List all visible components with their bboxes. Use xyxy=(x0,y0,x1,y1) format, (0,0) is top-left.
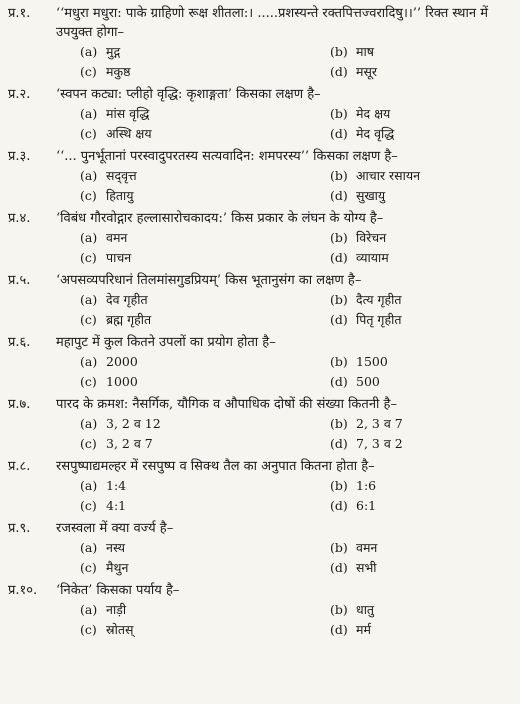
option-letter: (b) xyxy=(330,478,348,493)
question-header xyxy=(6,333,514,352)
question-text: ‘स्वपन कट्या: प्लीहो वृद्धि: कृशाङ्गता’ किसका लक्षण है– xyxy=(56,87,321,102)
option-text: नाड़ी xyxy=(106,602,127,617)
option-text: मैथुन xyxy=(106,560,129,575)
option-text: देव गृहीत xyxy=(106,292,148,307)
option-letter: (c) xyxy=(80,374,97,389)
options-grid xyxy=(6,600,514,640)
answer-option xyxy=(330,600,520,620)
answer-option xyxy=(80,248,330,268)
answer-option xyxy=(80,414,330,434)
option-text: 2, 3 व 7 xyxy=(356,416,403,431)
option-text: 1:4 xyxy=(106,478,127,493)
option-letter: (b) xyxy=(330,106,348,121)
option-letter: (b) xyxy=(330,292,348,307)
option-text: सभी xyxy=(356,560,377,575)
option-letter: (b) xyxy=(330,540,348,555)
answer-option xyxy=(330,186,520,206)
option-text: 7, 3 व 2 xyxy=(356,436,403,451)
options-grid xyxy=(6,290,514,330)
answer-option xyxy=(330,166,520,186)
option-text: वमन xyxy=(356,540,378,555)
answer-option xyxy=(330,496,520,516)
question-block xyxy=(6,457,514,516)
question-number: प्र.३. xyxy=(8,149,31,164)
answer-option xyxy=(80,600,330,620)
option-letter: (a) xyxy=(80,416,98,431)
question-number: प्र.१. xyxy=(8,6,31,21)
question-text: ‘‘मधुरा मधुरा: पाके ग्राहिणो रूक्ष शीतला:। .....प्रशस्यन्ते रक्तपित्तज्वरादिषु।।’’ रिक्त स्थान में उपयुक्त होगा– xyxy=(56,6,488,40)
option-letter: (b) xyxy=(330,44,348,59)
option-text: स्रोतस् xyxy=(106,622,134,637)
answer-option xyxy=(330,228,520,248)
question-block xyxy=(6,271,514,330)
option-text: पितृ गृहीत xyxy=(356,312,402,327)
option-text: धातु xyxy=(356,602,375,617)
option-text: मकुष्ठ xyxy=(106,64,131,79)
question-header xyxy=(6,395,514,414)
option-text: वमन xyxy=(106,230,128,245)
option-letter: (b) xyxy=(330,602,348,617)
answer-option xyxy=(80,290,330,310)
option-letter: (a) xyxy=(80,44,98,59)
question-number: प्र.९. xyxy=(8,521,31,536)
option-text: मांस वृद्धि xyxy=(106,106,150,121)
option-text: 1500 xyxy=(356,354,388,369)
question-text: ‘अपसव्यपरिधानं तिलमांसगुडप्रियम्’ किस भूतानुसंग का लक्षण है– xyxy=(56,273,362,288)
answer-option xyxy=(330,414,520,434)
option-text: व्यायाम xyxy=(356,250,389,265)
option-letter: (d) xyxy=(330,250,348,265)
option-text: 500 xyxy=(356,374,380,389)
question-number: प्र.७. xyxy=(8,397,31,412)
answer-option xyxy=(330,62,520,82)
question-number: प्र.५. xyxy=(8,273,31,288)
options-grid xyxy=(6,228,514,268)
answer-option xyxy=(330,538,520,558)
answer-option xyxy=(80,166,330,186)
option-text: 4:1 xyxy=(106,498,127,513)
option-letter: (c) xyxy=(80,560,97,575)
option-letter: (c) xyxy=(80,312,97,327)
answer-option xyxy=(330,290,520,310)
option-text: 6:1 xyxy=(356,498,377,513)
question-header xyxy=(6,147,514,166)
option-text: 2000 xyxy=(106,354,138,369)
answer-option xyxy=(80,496,330,516)
answer-option xyxy=(330,104,520,124)
option-text: अस्थि क्षय xyxy=(106,126,152,141)
options-grid xyxy=(6,352,514,392)
options-grid xyxy=(6,538,514,578)
option-letter: (a) xyxy=(80,168,98,183)
option-text: सुखायु xyxy=(356,188,386,203)
question-number: प्र.६. xyxy=(8,335,31,350)
question-text: ‘विबंध गौरवोद्गार हल्लासारोचकादय:’ किस प्रकार के लंघन के योग्य है– xyxy=(56,211,384,226)
options-grid xyxy=(6,476,514,516)
question-text: ‘‘... पुनर्भूतानां परस्वादुपरतस्य सत्यवादिन: शमपरस्य’’ किसका लक्षण है– xyxy=(56,149,398,164)
option-text: हितायु xyxy=(106,188,134,203)
question-header xyxy=(6,457,514,476)
option-letter: (b) xyxy=(330,416,348,431)
option-text: आचार रसायन xyxy=(356,168,421,183)
option-text: मुद्ग xyxy=(106,44,121,59)
option-letter: (a) xyxy=(80,602,98,617)
option-text: नस्य xyxy=(106,540,126,555)
option-text: 3, 2 व 12 xyxy=(106,416,161,431)
option-letter: (a) xyxy=(80,292,98,307)
option-letter: (c) xyxy=(80,250,97,265)
answer-option xyxy=(80,104,330,124)
option-text: विरेचन xyxy=(356,230,387,245)
answer-option xyxy=(330,434,520,454)
answer-option xyxy=(330,558,520,578)
answer-option xyxy=(80,476,330,496)
question-header xyxy=(6,4,514,42)
question-block xyxy=(6,85,514,144)
answer-option xyxy=(330,248,520,268)
option-text: दैत्य गृहीत xyxy=(356,292,402,307)
question-text: ‘निकेत’ किसका पर्याय है– xyxy=(56,583,180,598)
option-letter: (a) xyxy=(80,230,98,245)
options-grid xyxy=(6,42,514,82)
answer-option xyxy=(80,186,330,206)
question-number: प्र.४. xyxy=(8,211,31,226)
question-number: प्र.१०. xyxy=(8,583,38,598)
options-grid xyxy=(6,166,514,206)
option-text: मसूर xyxy=(356,64,378,79)
question-header xyxy=(6,209,514,228)
answer-option xyxy=(80,42,330,62)
answer-option xyxy=(330,476,520,496)
option-text: मेद क्षय xyxy=(356,106,391,121)
answer-option xyxy=(80,62,330,82)
answer-option xyxy=(80,372,330,392)
option-text: मर्म xyxy=(356,622,371,637)
option-text: सद्‌वृत्त xyxy=(106,168,137,183)
question-block xyxy=(6,4,514,82)
option-letter: (d) xyxy=(330,560,348,575)
option-letter: (d) xyxy=(330,188,348,203)
answer-option xyxy=(80,558,330,578)
options-grid xyxy=(6,414,514,454)
answer-option xyxy=(80,310,330,330)
option-letter: (d) xyxy=(330,126,348,141)
question-block xyxy=(6,519,514,578)
option-letter: (a) xyxy=(80,478,98,493)
option-text: 1000 xyxy=(106,374,138,389)
question-text: रजस्वला में क्या वर्ज्य है– xyxy=(56,521,174,536)
option-text: पाचन xyxy=(106,250,132,265)
option-letter: (c) xyxy=(80,622,97,637)
question-text: महापुट में कुल कितने उपलों का प्रयोग होता है– xyxy=(56,335,276,350)
question-block xyxy=(6,395,514,454)
option-letter: (d) xyxy=(330,436,348,451)
question-text: रसपुष्पाद्यमल्हर में रसपुष्प व सिक्थ तैल का अनुपात कितना होता है– xyxy=(56,459,375,474)
option-letter: (c) xyxy=(80,498,97,513)
option-text: ब्रह्म गृहीत xyxy=(106,312,152,327)
option-letter: (d) xyxy=(330,374,348,389)
option-letter: (a) xyxy=(80,354,98,369)
option-letter: (b) xyxy=(330,354,348,369)
answer-option xyxy=(330,372,520,392)
option-letter: (d) xyxy=(330,312,348,327)
option-letter: (c) xyxy=(80,436,97,451)
option-letter: (b) xyxy=(330,230,348,245)
answer-option xyxy=(80,434,330,454)
option-text: 3, 2 व 7 xyxy=(106,436,153,451)
option-letter: (c) xyxy=(80,188,97,203)
answer-option xyxy=(80,352,330,372)
question-header xyxy=(6,85,514,104)
option-text: 1:6 xyxy=(356,478,377,493)
option-letter: (d) xyxy=(330,498,348,513)
answer-option xyxy=(80,228,330,248)
answer-option xyxy=(80,620,330,640)
answer-option xyxy=(80,538,330,558)
options-grid xyxy=(6,104,514,144)
question-block xyxy=(6,333,514,392)
option-letter: (d) xyxy=(330,622,348,637)
option-letter: (c) xyxy=(80,64,97,79)
answer-option xyxy=(330,620,520,640)
question-header xyxy=(6,519,514,538)
answer-option xyxy=(330,42,520,62)
option-letter: (a) xyxy=(80,106,98,121)
option-letter: (c) xyxy=(80,126,97,141)
option-letter: (d) xyxy=(330,64,348,79)
answer-option xyxy=(330,124,520,144)
question-header xyxy=(6,271,514,290)
option-letter: (b) xyxy=(330,168,348,183)
option-letter: (a) xyxy=(80,540,98,555)
answer-option xyxy=(330,352,520,372)
option-text: माष xyxy=(356,44,374,59)
question-header xyxy=(6,581,514,600)
question-block xyxy=(6,581,514,640)
answer-option xyxy=(330,310,520,330)
question-text: पारद के क्रमश: नैसर्गिक, यौगिक व औपाधिक दोषों की संख्या कितनी है– xyxy=(56,397,397,412)
question-block xyxy=(6,147,514,206)
answer-option xyxy=(80,124,330,144)
question-number: प्र.८. xyxy=(8,459,31,474)
option-text: मेद वृद्धि xyxy=(356,126,395,141)
question-block xyxy=(6,209,514,268)
question-number: प्र.२. xyxy=(8,87,31,102)
